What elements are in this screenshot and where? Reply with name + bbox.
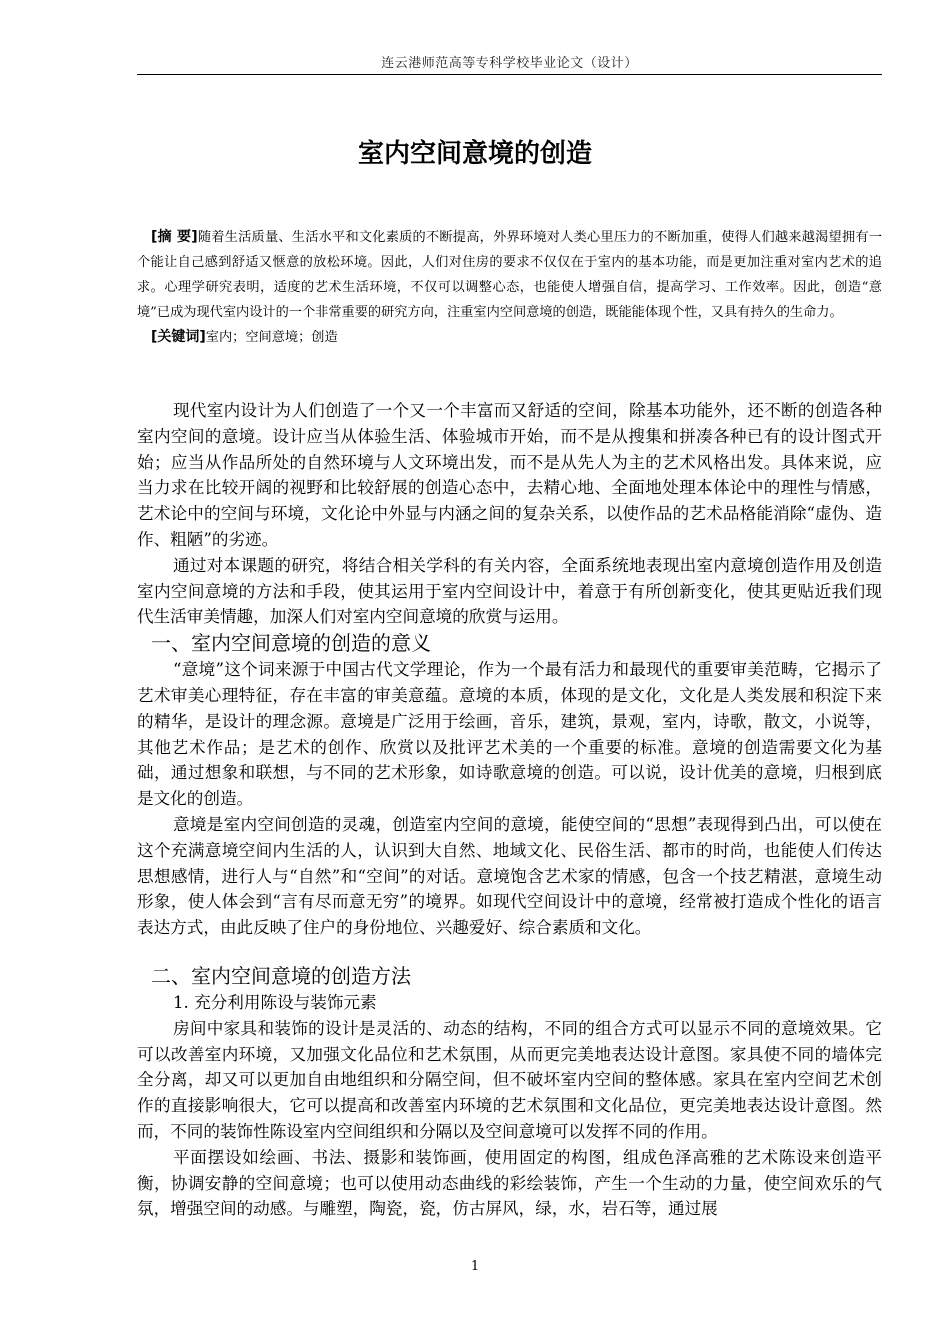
abstract-label: [摘 要]: [151, 229, 198, 245]
abstract-text: 随着生活质量、生活水平和文化素质的不断提高，外界环境对人类心里压力的不断加重，使得人们越来越渴望拥有一个能让自己感到舒适又惬意的放松环境。因此，人们对住房的要求不仅仅在于室内的基本功能，而是更加注重对室内艺术的追求。心理学研究表明，适度的艺术生活环境，不仅可以调整心态，也能使人增强自信，提高学习、工作效率。因此，创造“意境”已成为现代室内设计的一个非常重要的研究方向，注重室内空间意境的创造，既能能体现个性，又具有持久的生命力。: [137, 230, 883, 320]
section2-paragraph-2: 平面摆设如绘画、书法、摄影和装饰画，使用固定的构图，组成色泽高雅的艺术陈设来创造平衡，协调安静的空间意境；也可以使用动态曲线的彩绘装饰，产生一个生动的力量，使空间欢乐的气氛，增强空间的动感。与雕塑，陶瓷，瓷，仿古屏风，绿，水，岩石等，通过展: [137, 1147, 882, 1219]
paper-title: 室内空间意境的创造: [357, 139, 592, 169]
section2-subheading: 1. 充分利用陈设与装饰元素: [173, 992, 377, 1012]
keywords-paragraph: [137, 325, 882, 350]
main-body: [137, 398, 882, 1222]
section1-paragraph-2: 意境是室内空间创造的灵魂，创造室内空间的意境，能使空间的“思想”表现得到凸出，可以使在这个充满意境空间内生活的人，认识到大自然、地域文化、民俗生活、都市的时尚，也能使人们传达思想感情，进行人与“自然”和“空间”的对话。意境饱含艺术家的情感，包含一个技艺精湛，意境生动形象，使人体会到“言有尽而意无穷”的境界。如现代空间设计中的意境，经常被打造成个性化的语言表达方式，由此反映了住户的身份地位、兴趣爱好、综合素质和文化。: [137, 814, 882, 938]
page-number: 1: [470, 1259, 480, 1274]
abstract-block: [137, 225, 882, 350]
section2-paragraph-1: 房间中家具和装饰的设计是灵活的、动态的结构，不同的组合方式可以显示不同的意境效果。它可以改善室内环境，又加强文化品位和艺术氛围，从而更完美地表达设计意图。家具使不同的墙体完全分离，却又可以更加自由地组织和分隔空间，但不破坏室内空间的整体感。家具在室内空间艺术创作的直接影响很大，它可以提高和改善室内环境的艺术氛围和文化品位，更完美地表达设计意图。然而，不同的装饰性陈设室内空间组织和分隔以及空间意境可以发挥不同的作用。: [137, 1018, 882, 1141]
intro-paragraph-1: 现代室内设计为人们创造了一个又一个丰富而又舒适的空间，除基本功能外，还不断的创造各种室内空间的意境。设计应当从体验生活、体验城市开始，而不是从搜集和拼凑各种已有的设计图式开始；应当从作品所处的自然环境与人文环境出发，而不是从先人为主的艺术风格出发。具体来说，应当力求在比较开阔的视野和比较舒展的创造心态中，去精心地、全面地处理本体论中的理性与情感，艺术论中的空间与环境，文化论中外显与内涵之间的复杂关系，以使作品的艺术品格能消除“虚伪、造作、粗陋”的劣迹。: [137, 401, 882, 549]
keywords-text: 室内；空间意境；创造: [205, 330, 338, 345]
section1-paragraph-1: “意境”这个词来源于中国古代文学理论，作为一个最有活力和最现代的重要审美范畴，它揭示了艺术审美心理特征，存在丰富的审美意蕴。意境的本质，体现的是文化，文化是人类发展和积淀下来的精华，是设计的理念源。意境是广泛用于绘画，音乐，建筑，景观，室内，诗歌，散文，小说等，其他艺术作品；是艺术的创作、欣赏以及批评艺术美的一个重要的标准。意境的创造需要文化为基础，通过想象和联想，与不同的艺术形象，如诗歌意境的创造。可以说，设计优美的意境，归根到底是文化的创造。: [137, 660, 882, 809]
keywords-label: [关键词]: [151, 329, 206, 345]
abstract-paragraph: [137, 225, 882, 325]
section1-heading: 一、室内空间意境的创造的意义: [151, 631, 431, 656]
running-header: 连云港师范高等专科学校毕业论文（设计）: [137, 52, 882, 75]
intro-paragraph-2: 通过对本课题的研究，将结合相关学科的有关内容，全面系统地表现出室内意境创造作用及创造室内空间意境的方法和手段，使其运用于室内空间设计中，着意于有所创新变化，使其更贴近我们现代生活审美情趣，加深人们对室内空间意境的欣赏与运用。: [137, 555, 882, 627]
section2-heading: 二、室内空间意境的创造方法: [151, 963, 411, 988]
